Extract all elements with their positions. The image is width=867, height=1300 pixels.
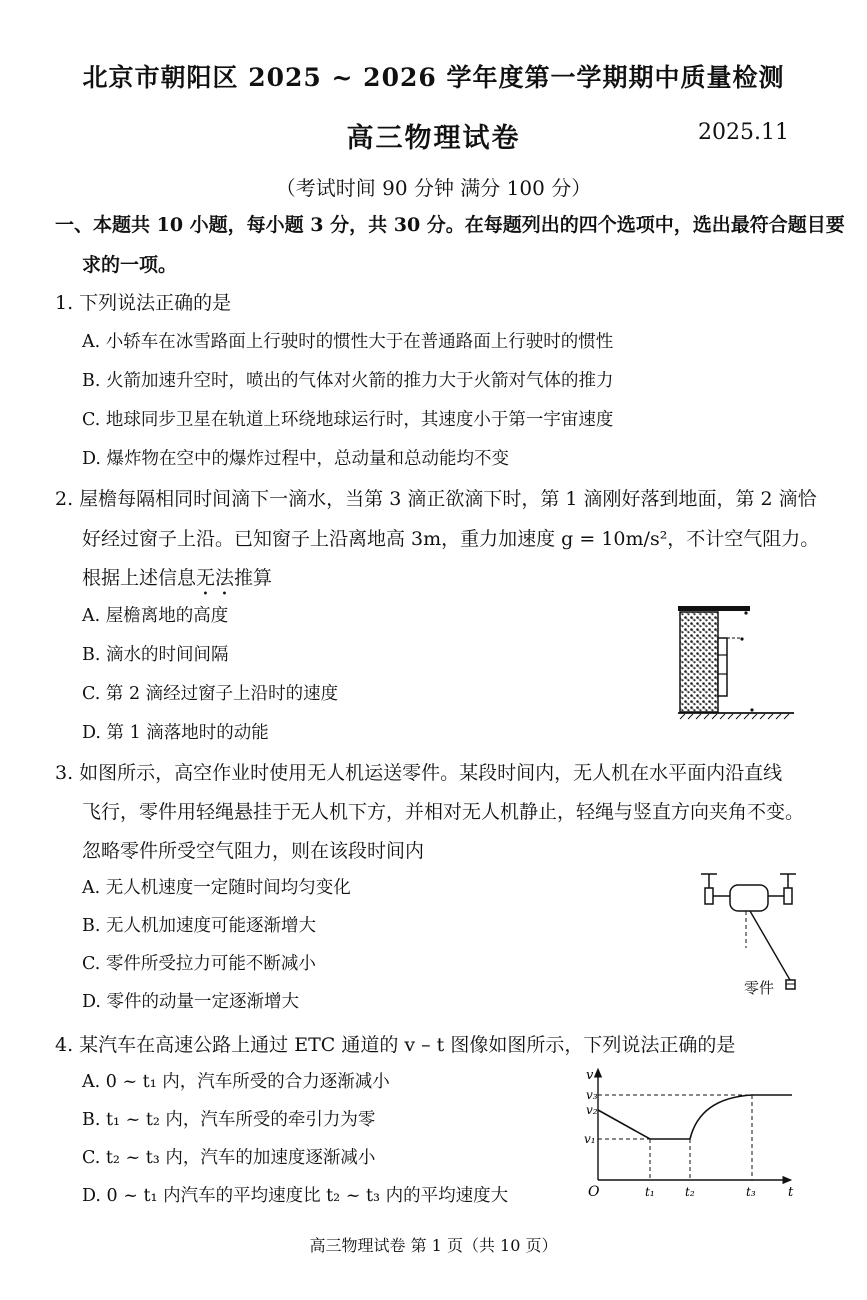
paper-subtitle: 高三物理试卷 xyxy=(346,123,521,154)
q3-choice-d: D. 零件的动量一定逐渐增大 xyxy=(82,992,300,1012)
q2-stem-line1: 2. 屋檐每隔相同时间滴下一滴水，当第 3 滴正欲滴下时，第 1 滴刚好落到地面，第 2 滴恰 xyxy=(55,488,817,510)
emphasis-word: 无法 xyxy=(196,567,235,589)
page-footer: 高三物理试卷 第 1 页（共 10 页） xyxy=(309,1236,558,1255)
q2-choice-d: D. 第 1 滴落地时的动能 xyxy=(82,723,269,743)
q4-choice-a: A. 0 ~ t₁ 内，汽车所受的合力逐渐减小 xyxy=(82,1072,390,1092)
q3-stem-line3: 忽略零件所受空气阻力，则在该段时间内 xyxy=(82,840,425,862)
exam-title: 北京市朝阳区 2025 ~ 2026 学年度第一学期期中质量检测 xyxy=(82,63,785,92)
q2-choice-b: B. 滴水的时间间隔 xyxy=(82,645,229,665)
section-instruction: 一、本题共 10 小题，每小题 3 分，共 30 分。在每题列出的四个选项中，选出最符合题目要 xyxy=(55,214,845,236)
t-axis-label: t xyxy=(788,1185,794,1200)
q1-stem: 1. 下列说法正确的是 xyxy=(55,292,232,314)
q1-choice-c: C. 地球同步卫星在轨道上环绕地球运行时，其速度小于第一宇宙速度 xyxy=(82,410,614,430)
q2-choice-c: C. 第 2 滴经过窗子上沿时的速度 xyxy=(82,684,339,704)
vt-graph xyxy=(580,1062,805,1202)
drone-body xyxy=(730,885,768,911)
v2-label: v₂ xyxy=(586,1103,598,1117)
wall xyxy=(680,612,718,712)
origin-label: O xyxy=(588,1184,600,1200)
q1-choice-b: B. 火箭加速升空时，喷出的气体对火箭的推力大于火箭对气体的推力 xyxy=(82,371,614,391)
rope xyxy=(750,911,790,980)
q3-stem-line2: 飞行，零件用轻绳悬挂于无人机下方，并相对无人机静止，轻绳与竖直方向夹角不变。 xyxy=(82,801,805,823)
v1-label: v₁ xyxy=(584,1132,596,1146)
q3-choice-b: B. 无人机加速度可能逐渐增大 xyxy=(82,916,316,936)
q4-choice-c: C. t₂ ~ t₃ 内，汽车的加速度逐渐减小 xyxy=(82,1148,376,1168)
water-drop-1 xyxy=(750,708,753,711)
vt-curve xyxy=(598,1095,792,1139)
q4-choice-d: D. 0 ~ t₁ 内汽车的平均速度比 t₂ ~ t₃ 内的平均速度大 xyxy=(82,1186,509,1206)
t3-label: t₃ xyxy=(746,1185,756,1199)
v-axis-label: v xyxy=(586,1068,594,1083)
q3-choice-a: A. 无人机速度一定随时间均匀变化 xyxy=(82,878,351,898)
water-drop-3 xyxy=(744,611,747,614)
eaves-window-figure xyxy=(672,598,797,723)
t1-label: t₁ xyxy=(645,1185,655,1199)
eave-roof xyxy=(678,606,750,611)
q2-stem-line3: 根据上述信息无法推算 xyxy=(82,567,273,589)
q2-choice-a: A. 屋檐离地的高度 xyxy=(82,606,229,626)
q4-choice-b: B. t₁ ~ t₂ 内，汽车所受的牵引力为零 xyxy=(82,1110,376,1130)
v3-label: v₃ xyxy=(586,1088,598,1102)
q4-stem: 4. 某汽车在高速公路上通过 ETC 通道的 v – t 图像如图所示，下列说法正确的是 xyxy=(55,1034,736,1056)
q1-choice-a: A. 小轿车在冰雪路面上行驶时的惯性大于在普通路面上行驶时的惯性 xyxy=(82,332,614,352)
q1-choice-d: D. 爆炸物在空中的爆炸过程中，总动量和总动能均不变 xyxy=(82,449,510,469)
q3-stem-line1: 3. 如图所示，高空作业时使用无人机运送零件。某段时间内，无人机在水平面内沿直线 xyxy=(55,762,783,784)
window xyxy=(718,638,727,696)
section-instruction-cont: 求的一项。 xyxy=(82,254,178,276)
exam-info: （考试时间 90 分钟 满分 100 分） xyxy=(275,176,592,200)
part-label: 零件 xyxy=(744,979,775,997)
water-drop-2 xyxy=(740,637,743,640)
exam-date: 2025.11 xyxy=(698,120,789,145)
t2-label: t₂ xyxy=(685,1185,695,1199)
q3-choice-c: C. 零件所受拉力可能不断减小 xyxy=(82,954,316,974)
q2-stem-line2: 好经过窗子上沿。已知窗子上沿离地高 3m，重力加速度 g = 10m/s²，不计空气阻力。 xyxy=(82,528,820,550)
